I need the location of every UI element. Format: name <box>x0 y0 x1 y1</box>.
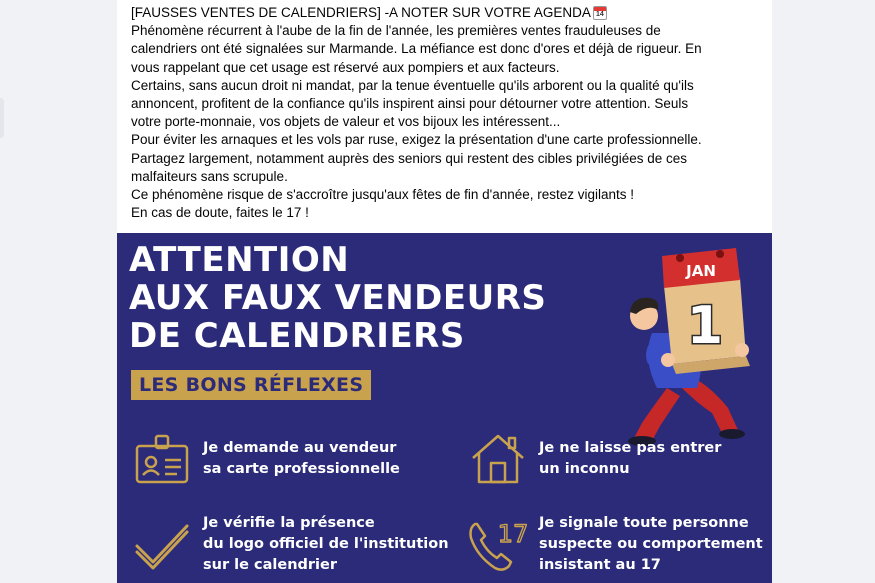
post-title: [FAUSSES VENTES DE CALENDRIERS] -A NOTER SUR VOTRE AGENDA <box>131 5 591 20</box>
house-icon <box>467 428 529 490</box>
phone-number-17: 17 <box>497 519 529 548</box>
reflex-item <box>467 428 721 490</box>
poster-headline-line: AUX FAUX VENDEURS <box>129 278 547 318</box>
id-card-icon <box>131 428 193 490</box>
post-line: vous rappelant que cet usage est réservé aux pompiers et aux facteurs. <box>131 59 560 75</box>
post-line: votre porte-monnaie, vos objets de valeur et vos bijoux les intéressent... <box>131 114 561 130</box>
post-line: Certains, sans aucun droit ni mandat, par la tenue éventuelle qu'ils arborent ou la qualité qu'ils <box>131 77 694 93</box>
post-image-poster[interactable] <box>117 233 772 583</box>
post-line: Partagez largement, notamment auprès des seniors qui restent des cibles privilégiées de ces <box>131 150 688 166</box>
reflex-text: Je signale toute personne suspecte ou comportement insistant au 17 <box>539 515 763 573</box>
post-line: Ce phénomène risque de s'accroître jusqu'aux fêtes de fin d'année, restez vigilants ! <box>131 187 635 203</box>
post-line: annoncent, profitent de la confiance qu'ils inspirent ainsi pour détourner votre attention. Seuls <box>131 96 689 112</box>
reflex-text: Je vérifie la présence du logo officiel de l'institution sur le calendrier <box>203 515 449 573</box>
calendar-box <box>662 248 750 374</box>
post-line: Phénomène récurrent à l'aube de la fin de l'année, les premières ventes frauduleuses de <box>131 23 661 39</box>
post-card <box>117 0 772 583</box>
post-line: En cas de doute, faites le 17 ! <box>131 205 309 221</box>
poster-headline-line: DE CALENDRIERS <box>129 316 465 356</box>
calendar-icon: 14 <box>593 6 607 20</box>
post-title-line <box>131 4 761 22</box>
post-line: calendriers ont été signalées sur Marmande. La méfiance est donc d'ores et déjà de rigueur. En <box>131 41 702 57</box>
post-line: malfaiteurs sans scrupule. <box>131 168 288 184</box>
reflex-item <box>131 513 449 576</box>
poster-headline <box>129 241 546 355</box>
reflex-item <box>467 513 763 576</box>
reflex-text: Je demande au vendeur sa carte professionnelle <box>203 440 400 477</box>
left-panel-edge <box>0 98 4 138</box>
man-carrying-calendar-illustration <box>572 238 772 448</box>
calendar-month: JAN <box>686 262 716 280</box>
poster-headline-line: ATTENTION <box>129 240 350 280</box>
poster-badge: LES BONS RÉFLEXES <box>131 370 371 400</box>
post-line: Pour éviter les arnaques et les vols par ruse, exigez la présentation d'une carte professionnelle. <box>131 132 702 148</box>
calendar-day: 1 <box>686 296 724 356</box>
checkmark-icon <box>131 514 193 576</box>
reflex-text: Je ne laisse pas entrer un inconnu <box>539 440 722 477</box>
reflex-item <box>131 428 400 490</box>
phone-17-icon <box>467 514 529 576</box>
post-body <box>131 4 761 222</box>
